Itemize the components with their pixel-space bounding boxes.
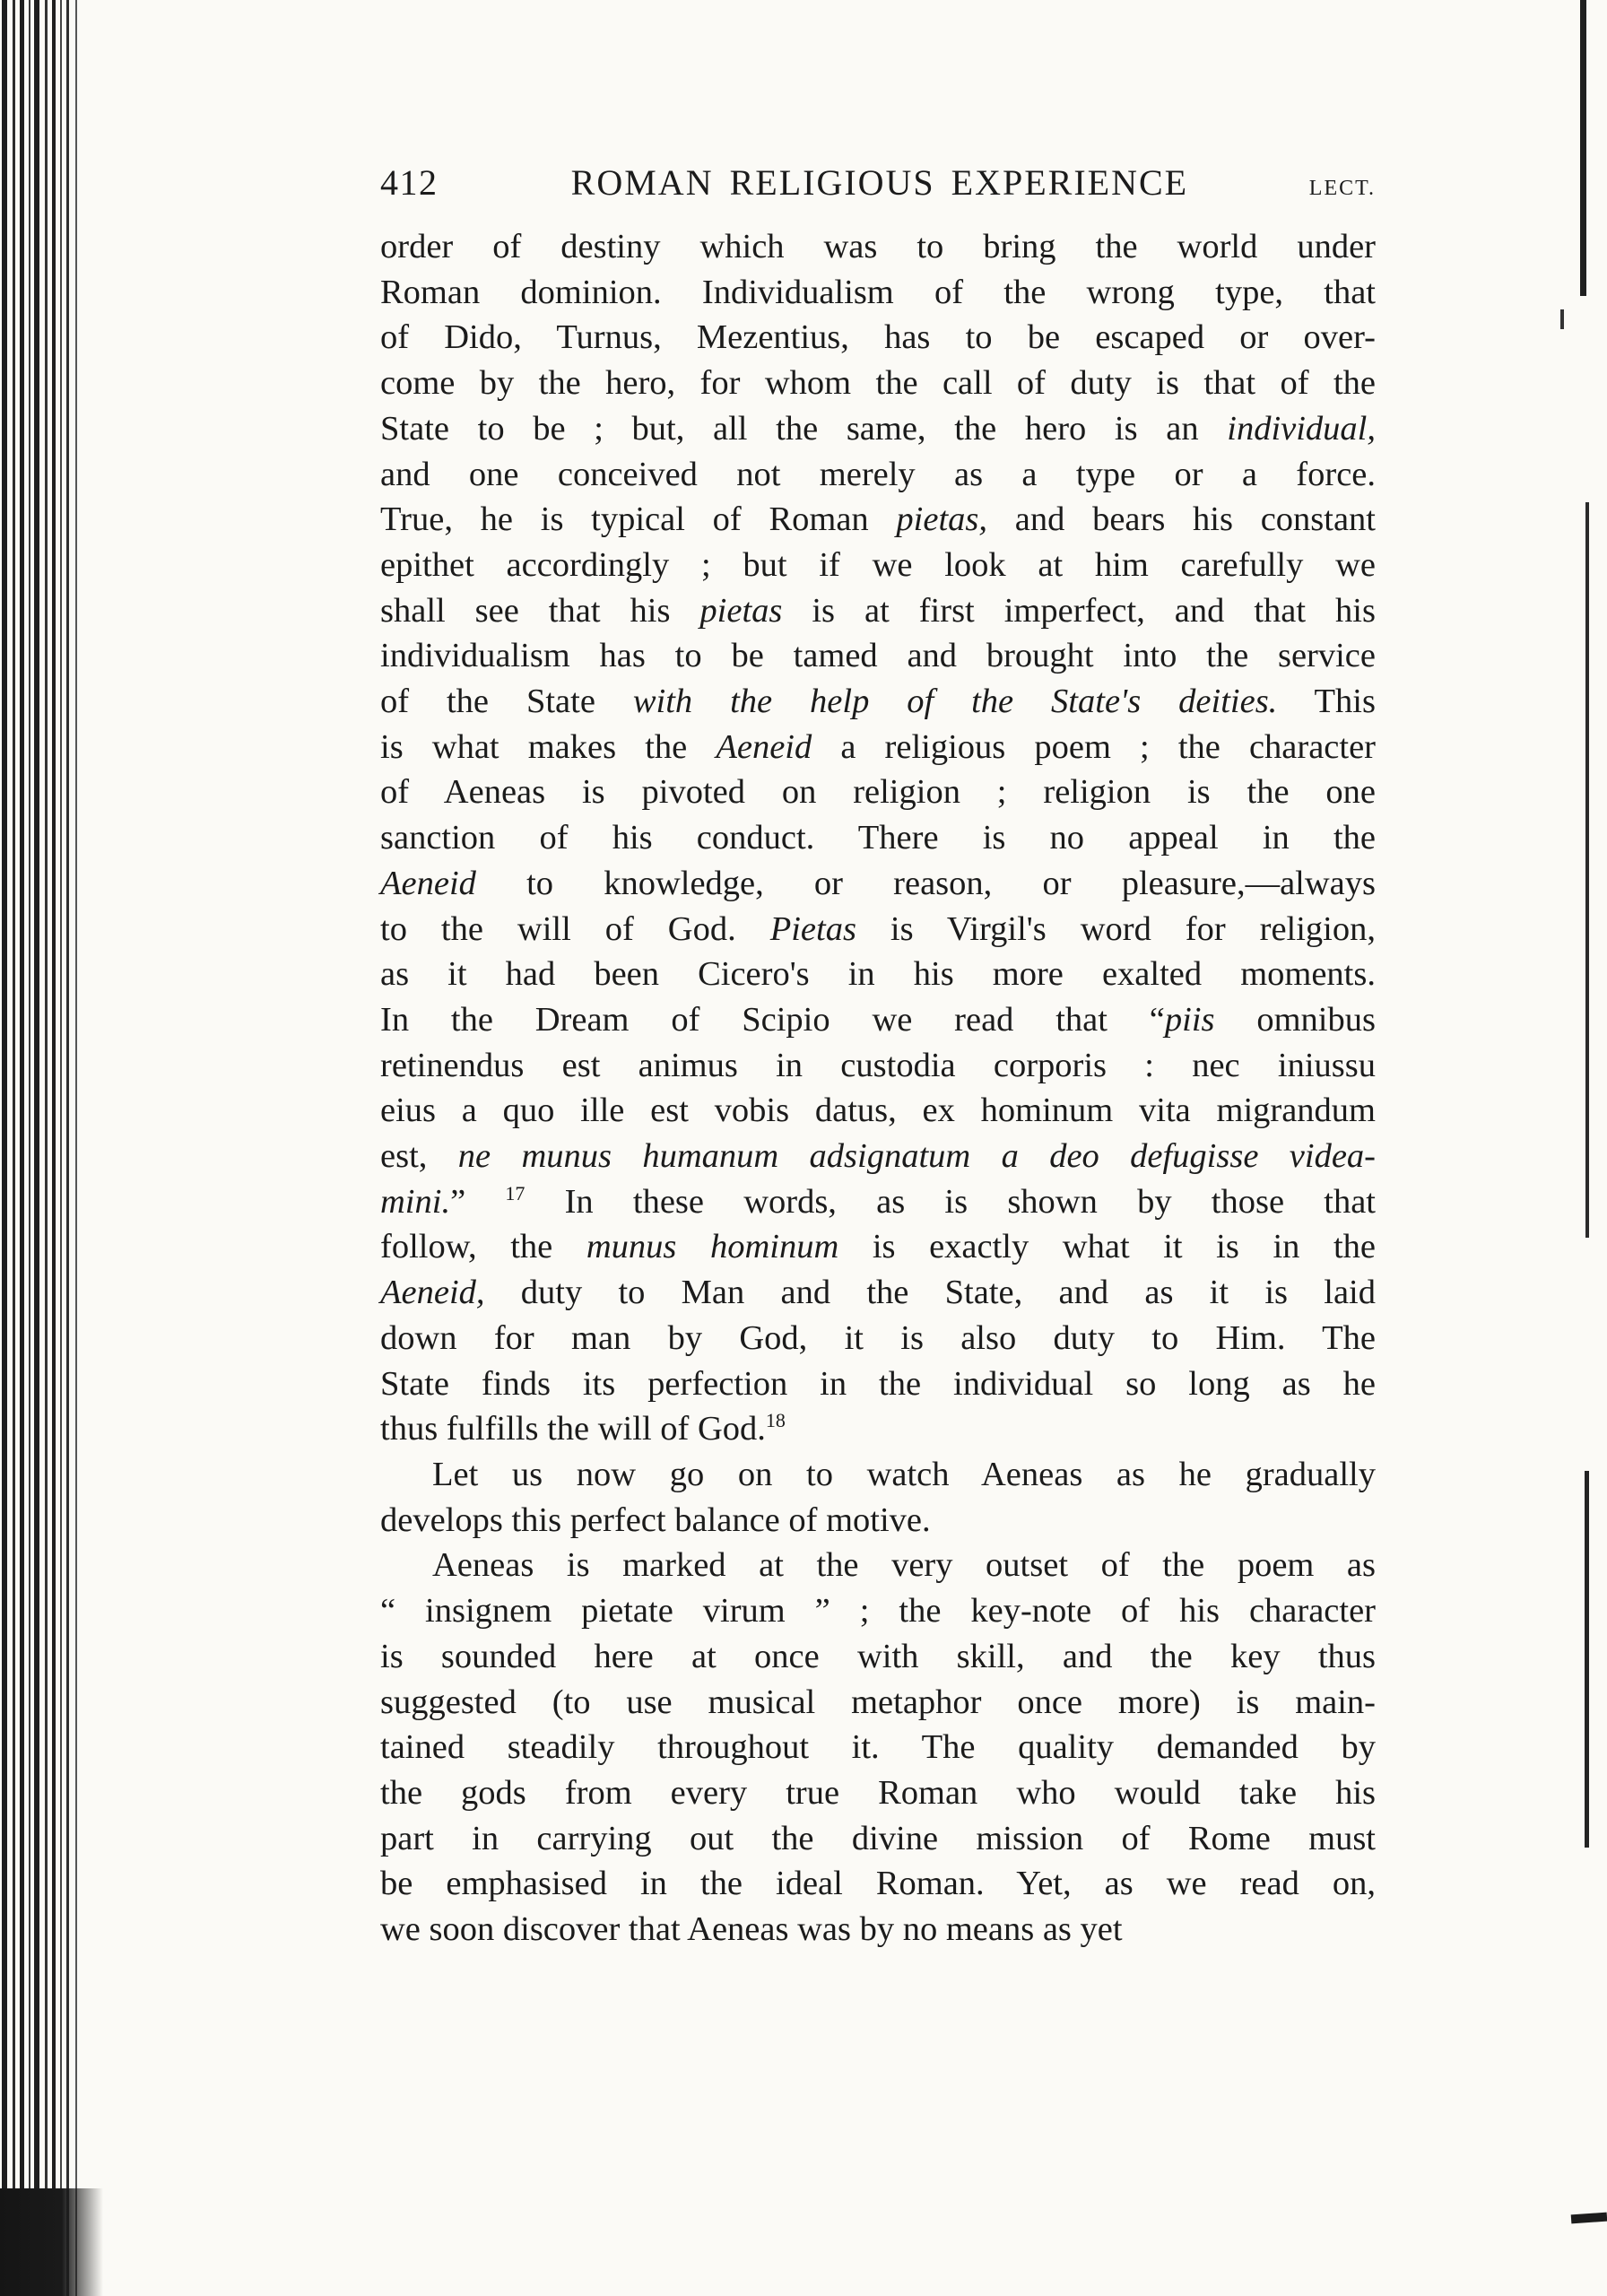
- text-run: of Aeneas is pivoted on religion ; religion is the one: [380, 773, 1376, 812]
- text-line: [380, 1316, 1376, 1361]
- page-edge-mark: [1585, 1471, 1589, 1848]
- italic-text: pietas: [699, 591, 783, 630]
- footnote-ref: 17: [505, 1181, 526, 1205]
- text-run: In these words, as is shown by those that: [525, 1182, 1376, 1221]
- text-run: be emphasised in the ideal Roman. Yet, as we read on,: [380, 1865, 1376, 1903]
- text-line: [380, 1406, 1376, 1452]
- text-line: [380, 679, 1376, 725]
- footnote-ref: 18: [765, 1409, 786, 1432]
- italic-text: Pietas: [769, 909, 856, 948]
- text-run: is Virgil's word for religion,: [856, 909, 1377, 948]
- text-line: [380, 1270, 1376, 1316]
- text-line: [380, 1543, 1376, 1588]
- text-run: State to be ; but, all the same, the hero is an: [380, 409, 1228, 448]
- text-run: Let us now go on to watch Aeneas as he gradually: [432, 1455, 1376, 1493]
- text-run: Aeneas is marked at the very outset of the poem as: [432, 1546, 1376, 1585]
- text-run: develops this perfect balance of motive.: [380, 1500, 931, 1539]
- page-edge-mark: [1571, 2213, 1607, 2224]
- text-line: [380, 1043, 1376, 1089]
- text-run: True, he is typical of Roman: [380, 500, 897, 539]
- italic-text: individual,: [1227, 409, 1376, 448]
- text-run: thus fulfills the will of God.: [380, 1410, 766, 1448]
- text-run: omnibus: [1214, 1000, 1376, 1039]
- text-line: [380, 543, 1376, 588]
- italic-text: munus hominum: [586, 1228, 839, 1266]
- page-edge-mark: [1560, 309, 1564, 329]
- text-run: is at first imperfect, and that his: [782, 591, 1376, 630]
- text-run: and bears his constant: [987, 500, 1376, 539]
- text-line: [380, 1179, 1376, 1225]
- paragraph-1: [380, 224, 1376, 1452]
- text-run: Roman dominion. Individualism of the wrong type, that: [380, 273, 1376, 311]
- italic-text: with the help of the State's deities.: [632, 683, 1278, 721]
- text-line: [380, 770, 1376, 815]
- text-line: [380, 815, 1376, 861]
- text-line: [380, 270, 1376, 316]
- text-run: order of destiny which was to bring the world under: [380, 228, 1376, 265]
- section-mark: LECT.: [1308, 177, 1376, 200]
- text-run: is what makes the: [380, 727, 717, 766]
- text-line: [380, 588, 1376, 634]
- italic-text: Aeneid: [380, 864, 476, 902]
- text-run: follow, the: [380, 1228, 586, 1266]
- text-run: of the State: [380, 683, 633, 721]
- running-header: [380, 161, 1376, 224]
- running-title: ROMAN RELIGIOUS EXPERIENCE: [570, 162, 1189, 203]
- text-line: [380, 1680, 1376, 1726]
- text-line: [380, 1816, 1376, 1862]
- page-edge-mark: [1585, 502, 1589, 1238]
- italic-text: Aeneid: [716, 727, 812, 766]
- text-line: [380, 1770, 1376, 1816]
- text-run: est,: [380, 1137, 458, 1176]
- text-line: [380, 1861, 1376, 1907]
- text-run: and one conceived not merely as a type or a force.: [380, 455, 1376, 493]
- text-run: as it had been Cicero's in his more exalted moments.: [380, 955, 1376, 994]
- text-line: [380, 452, 1376, 498]
- text-line: [380, 725, 1376, 770]
- text-run: part in carrying out the divine mission of Rome must: [380, 1819, 1376, 1857]
- text-run: is sounded here at once with skill, and the key thus: [380, 1637, 1376, 1675]
- book-page: [380, 161, 1376, 1952]
- text-line: [380, 1498, 1376, 1544]
- text-run: ”: [450, 1182, 506, 1221]
- text-line: [380, 224, 1376, 270]
- text-run: of Dido, Turnus, Mezentius, has to be escaped or over-: [380, 318, 1376, 357]
- text-run: This: [1277, 683, 1376, 721]
- text-run: we soon discover that Aeneas was by no means as yet: [380, 1910, 1123, 1949]
- text-line: [380, 1361, 1376, 1407]
- text-run: eius a quo ille est vobis datus, ex hominum vita migrandum: [380, 1091, 1376, 1130]
- text-line: [380, 1134, 1376, 1179]
- text-line: [380, 1634, 1376, 1680]
- italic-text: pietas,: [896, 500, 988, 539]
- text-line: [380, 1588, 1376, 1634]
- text-run: a religious poem ; the character: [812, 727, 1376, 766]
- text-run: sanction of his conduct. There is no appeal in the: [380, 819, 1376, 857]
- text-run: In the Dream of Scipio we read that “: [380, 1000, 1165, 1039]
- text-line: [380, 861, 1376, 907]
- page-number: 412: [380, 162, 439, 203]
- italic-text: piis: [1164, 1000, 1215, 1039]
- text-run: retinendus est animus in custodia corporis : nec iniussu: [380, 1046, 1376, 1084]
- text-run: “ insignem pietate virum ” ; the key-note of his character: [380, 1592, 1376, 1631]
- text-line: [380, 997, 1376, 1043]
- text-line: [380, 406, 1376, 452]
- text-run: shall see that his: [380, 591, 700, 630]
- text-line: [380, 952, 1376, 997]
- text-run: duty to Man and the State, and as it is laid: [484, 1274, 1376, 1312]
- text-line: [380, 497, 1376, 543]
- paragraph-3: [380, 1543, 1376, 1952]
- text-line: [380, 361, 1376, 406]
- text-run: come by the hero, for whom the call of duty is that of the: [380, 364, 1376, 403]
- text-run: suggested (to use musical metaphor once more) is main-: [380, 1683, 1376, 1721]
- text-run: the gods from every true Roman who would take his: [380, 1773, 1376, 1812]
- text-run: to knowledge, or reason, or pleasure,—always: [475, 864, 1376, 902]
- text-line: [380, 633, 1376, 679]
- text-run: epithet accordingly ; but if we look at him carefully we: [380, 545, 1376, 584]
- text-run: State finds its perfection in the individual so long as he: [380, 1364, 1376, 1403]
- text-line: [380, 315, 1376, 361]
- text-run: tained steadily throughout it. The quality demanded by: [380, 1728, 1376, 1767]
- text-line: [380, 907, 1376, 952]
- text-run: down for man by God, it is also duty to Him. The: [380, 1318, 1376, 1357]
- text-run: to the will of God.: [380, 909, 770, 948]
- italic-text: ne munus humanum adsignatum a deo defugisse videa-: [457, 1137, 1376, 1176]
- italic-text: mini.: [380, 1182, 451, 1221]
- text-line: [380, 1907, 1376, 1952]
- text-line: [380, 1088, 1376, 1134]
- text-line: [380, 1224, 1376, 1270]
- text-line: [380, 1725, 1376, 1770]
- text-line: [380, 1452, 1376, 1498]
- text-run: is exactly what it is in the: [838, 1228, 1376, 1266]
- text-run: individualism has to be tamed and brought into the service: [380, 637, 1376, 675]
- paragraph-2: [380, 1452, 1376, 1543]
- page-edge-mark: [1580, 0, 1586, 296]
- book-gutter-edge: [0, 0, 99, 2296]
- italic-text: Aeneid,: [380, 1274, 485, 1312]
